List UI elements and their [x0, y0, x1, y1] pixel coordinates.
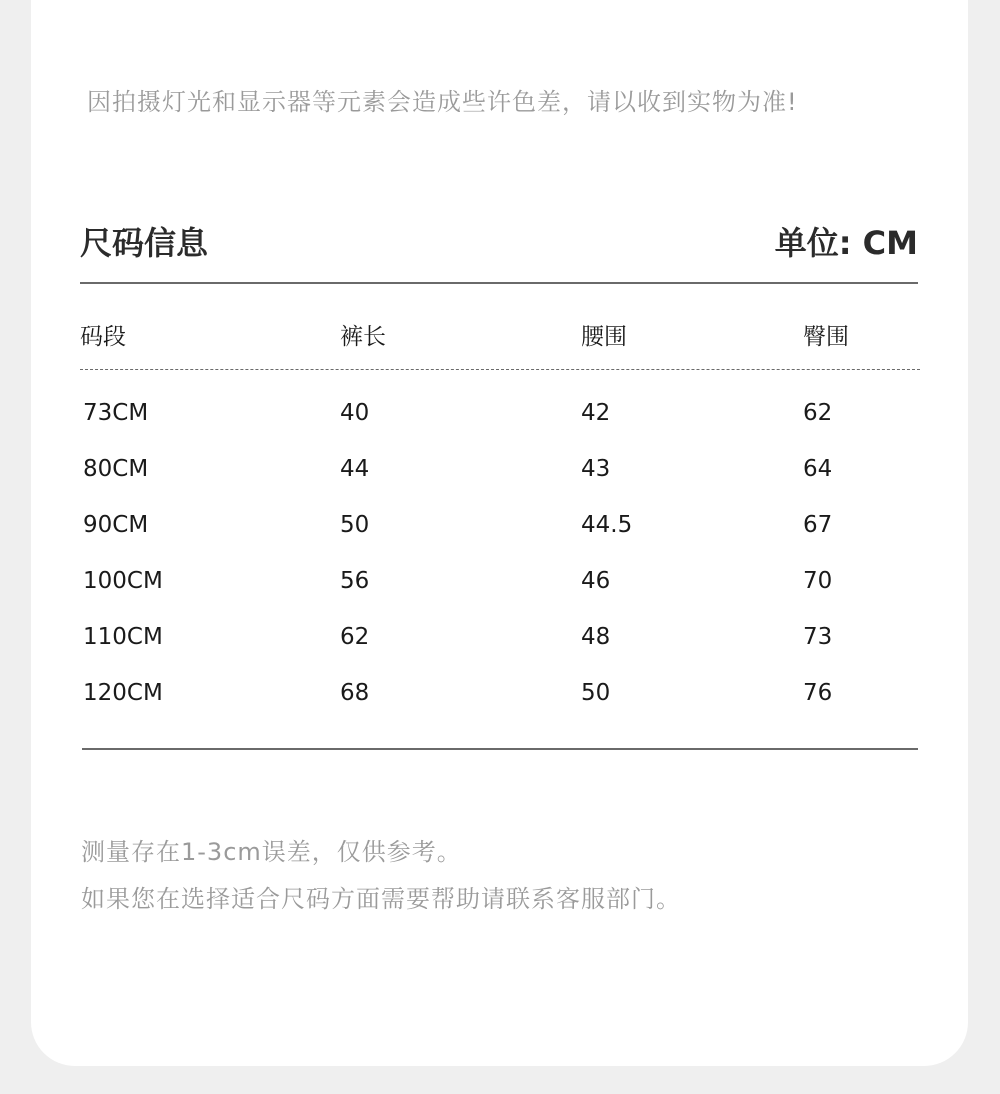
header-length: 裤长	[340, 324, 386, 350]
table-top-rule	[80, 282, 918, 284]
header-size: 码段	[80, 324, 126, 350]
cell-length: 40	[340, 400, 370, 426]
cell-size: 120CM	[83, 680, 163, 706]
cell-size: 100CM	[83, 568, 163, 594]
cell-waist: 48	[581, 624, 611, 650]
table-bottom-rule	[82, 748, 918, 750]
support-note: 如果您在选择适合尺码方面需要帮助请联系客服部门。	[81, 885, 681, 913]
color-disclaimer: 因拍摄灯光和显示器等元素会造成些许色差，请以收到实物为准!	[87, 88, 798, 116]
cell-hip: 70	[803, 568, 833, 594]
cell-length: 56	[340, 568, 370, 594]
section-title: 尺码信息	[80, 224, 209, 262]
cell-size: 80CM	[83, 456, 149, 482]
header-hip: 臀围	[803, 324, 849, 350]
cell-waist: 46	[581, 568, 611, 594]
cell-size: 110CM	[83, 624, 163, 650]
cell-waist: 42	[581, 400, 611, 426]
header-waist: 腰围	[581, 324, 627, 350]
unit-label: 单位: CM	[774, 224, 918, 262]
header-divider	[80, 369, 920, 370]
cell-hip: 76	[803, 680, 833, 706]
cell-size: 90CM	[83, 512, 149, 538]
cell-hip: 73	[803, 624, 833, 650]
cell-waist: 44.5	[581, 512, 633, 538]
cell-waist: 50	[581, 680, 611, 706]
cell-hip: 64	[803, 456, 833, 482]
cell-waist: 43	[581, 456, 611, 482]
cell-length: 44	[340, 456, 370, 482]
cell-hip: 67	[803, 512, 833, 538]
cell-length: 62	[340, 624, 370, 650]
cell-length: 50	[340, 512, 370, 538]
cell-hip: 62	[803, 400, 833, 426]
cell-size: 73CM	[83, 400, 149, 426]
measurement-note: 测量存在1-3cm误差，仅供参考。	[81, 838, 462, 866]
cell-length: 68	[340, 680, 370, 706]
